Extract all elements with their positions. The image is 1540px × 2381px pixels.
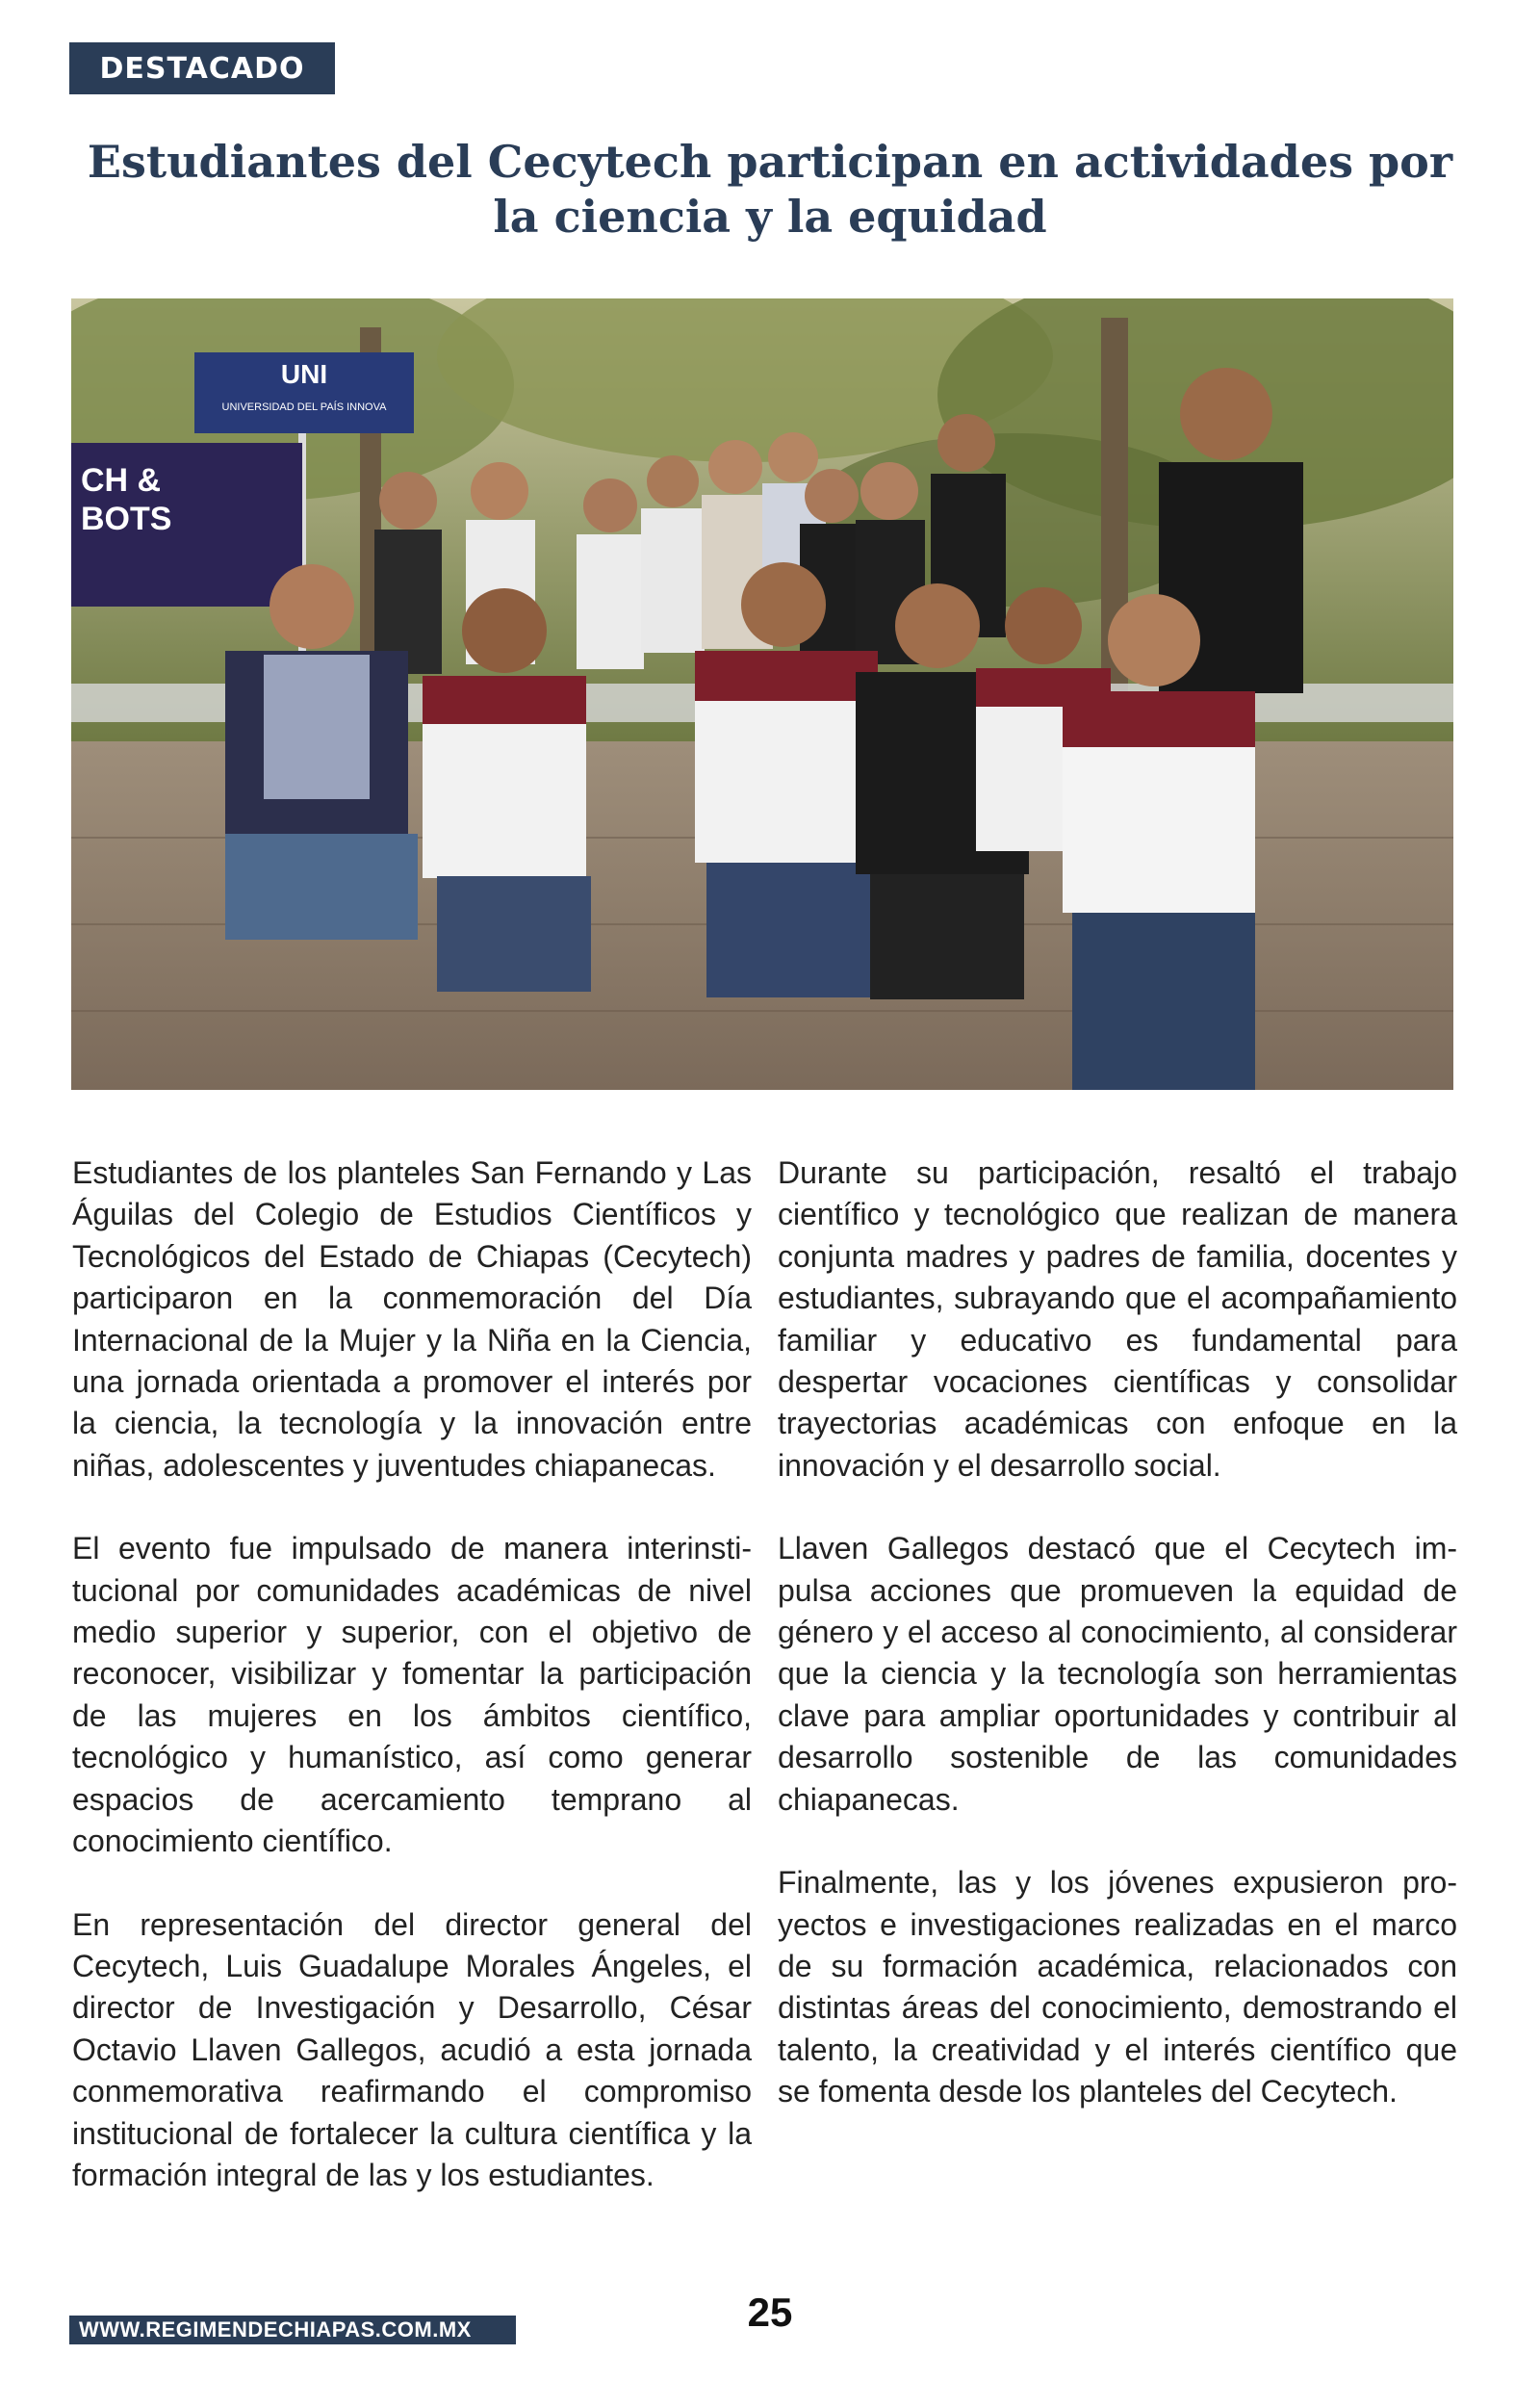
- article-paragraph: Estudiantes de los planteles San Fernando y Las Águilas del Colegio de Estudios Científicos y Tecnológicos del Estado de Chiapas (Cecytech) participaron en la conmemoración del Día Internacional de la Mujer y la Niña en la Ciencia, una jornada orientada a promover el interés por la ciencia, la tecnología y la innovación entre niñas, adolescentes y juventudes chiapanecas.: [72, 1155, 752, 1483]
- article-paragraph: Llaven Gallegos destacó que el Cecytech impulsa acciones que promueven la equidad de género y el acceso al conocimiento, al considerar que la ciencia y la tecnología son herramientas clave para ampliar oportunidades y contribuir al desarrollo sostenible de las comunidades chiapanecas.: [778, 1531, 1457, 1817]
- article-headline: Estudiantes del Cecytech participan en actividades por la ciencia y la equidad: [87, 136, 1453, 243]
- article-photo: [71, 298, 1453, 1090]
- svg-text:UNIVERSIDAD DEL PAÍS INNOVA: UNIVERSIDAD DEL PAÍS INNOVA: [221, 401, 387, 413]
- article-paragraph: El evento fue impulsado de manera interinstitucional por comunidades académicas de nivel medio superior y superior, con el objetivo de reconocer, visibilizar y fomentar la participación de las mujeres en los ámbitos científico, tecnológico y humanístico, así como generar espacios de acercamiento temprano al conocimiento científico.: [72, 1531, 752, 1859]
- article-column-left: [72, 1152, 752, 2238]
- footer-website-link[interactable]: WWW.REGIMENDECHIAPAS.COM.MX: [69, 2316, 516, 2344]
- article-paragraph: Finalmente, las y los jóvenes expusieron proyectos e investigaciones realizadas en el marco de su formación académica, relacionados con distintas áreas del conocimiento, demostrando el talento, la creatividad y el interés científico que se fomenta desde los planteles del Cecytech.: [778, 1865, 1457, 2109]
- article-paragraph: En representación del director general del Cecytech, Luis Guadalupe Morales Ángeles, el director de Investigación y Desarrollo, César Octavio Llaven Gallegos, acudió a esta jornada conmemorativa reafirmando el compromiso institucional de fortalecer la cultura científica y la formación integral de las y los estudiantes.: [72, 1906, 752, 2192]
- article-column-right: [778, 1152, 1457, 2155]
- svg-text:UNI: UNI: [280, 359, 328, 389]
- svg-text:CH &: CH &: [81, 462, 162, 499]
- svg-text:BOTS: BOTS: [81, 501, 172, 537]
- page-number: 25: [747, 2290, 793, 2335]
- article-paragraph: Durante su participación, resaltó el trabajo científico y tecnológico que realizan de manera conjunta madres y padres de familia, docentes y estudiantes, subrayando que el acompañamiento familiar y educativo es fundamental para despertar vocaciones científicas y consolidar trayectorias académicas con enfoque en la innovación y el desarrollo social.: [778, 1155, 1457, 1483]
- section-tag: DESTACADO: [69, 42, 335, 94]
